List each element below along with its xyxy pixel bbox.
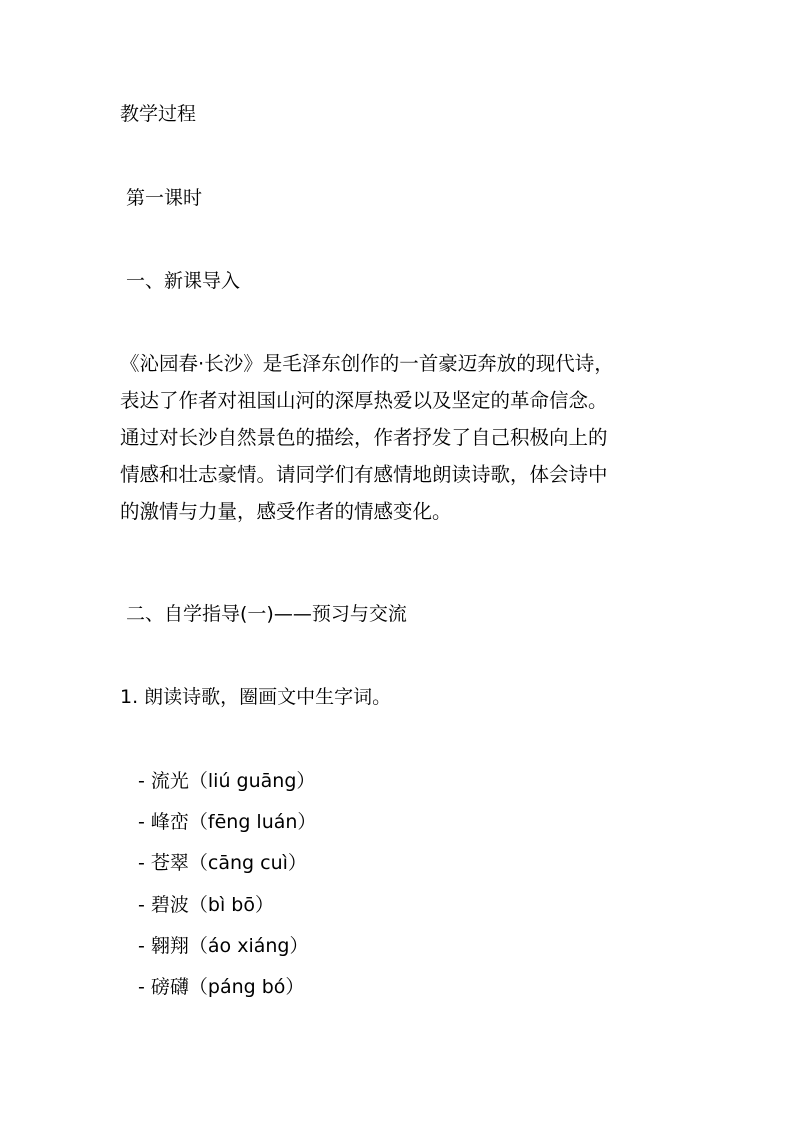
paragraph-line: 情感和壮志豪情。请同学们有感情地朗读诗歌，体会诗中 (120, 463, 608, 486)
vocab-item: - 翱翔（áo xiáng） (138, 934, 309, 957)
paragraph-line: 的激情与力量，感受作者的情感变化。 (120, 500, 452, 523)
paragraph-line: 表达了作者对祖国山河的深厚热爱以及坚定的革命信念。 (120, 389, 608, 412)
paragraph-line: 通过对长沙自然景色的描绘，作者抒发了自己积极向上的 (120, 426, 608, 449)
task-instruction: 1. 朗读诗歌，圈画文中生字词。 (120, 686, 392, 708)
lesson-heading: 第一课时 (126, 187, 203, 209)
vocab-item: - 流光（liú guāng） (138, 770, 316, 792)
paragraph-line: 《沁园春·长沙》是毛泽东创作的一首豪迈奔放的现代诗， (120, 352, 614, 375)
vocab-item: - 苍翠（cāng cuì） (138, 852, 307, 875)
vocab-item: - 峰峦（fēng luán） (138, 811, 317, 834)
intro-paragraph (120, 345, 680, 530)
vocab-list (138, 770, 316, 1017)
vocab-item: - 碧波（bì bō） (138, 893, 274, 916)
section-heading-intro: 一、新课导入 (126, 270, 241, 292)
vocab-item: - 磅礴（páng bó） (138, 975, 305, 998)
document-title: 教学过程 (120, 103, 197, 125)
section-heading-selfstudy: 二、自学指导(一)——预习与交流 (126, 603, 407, 625)
